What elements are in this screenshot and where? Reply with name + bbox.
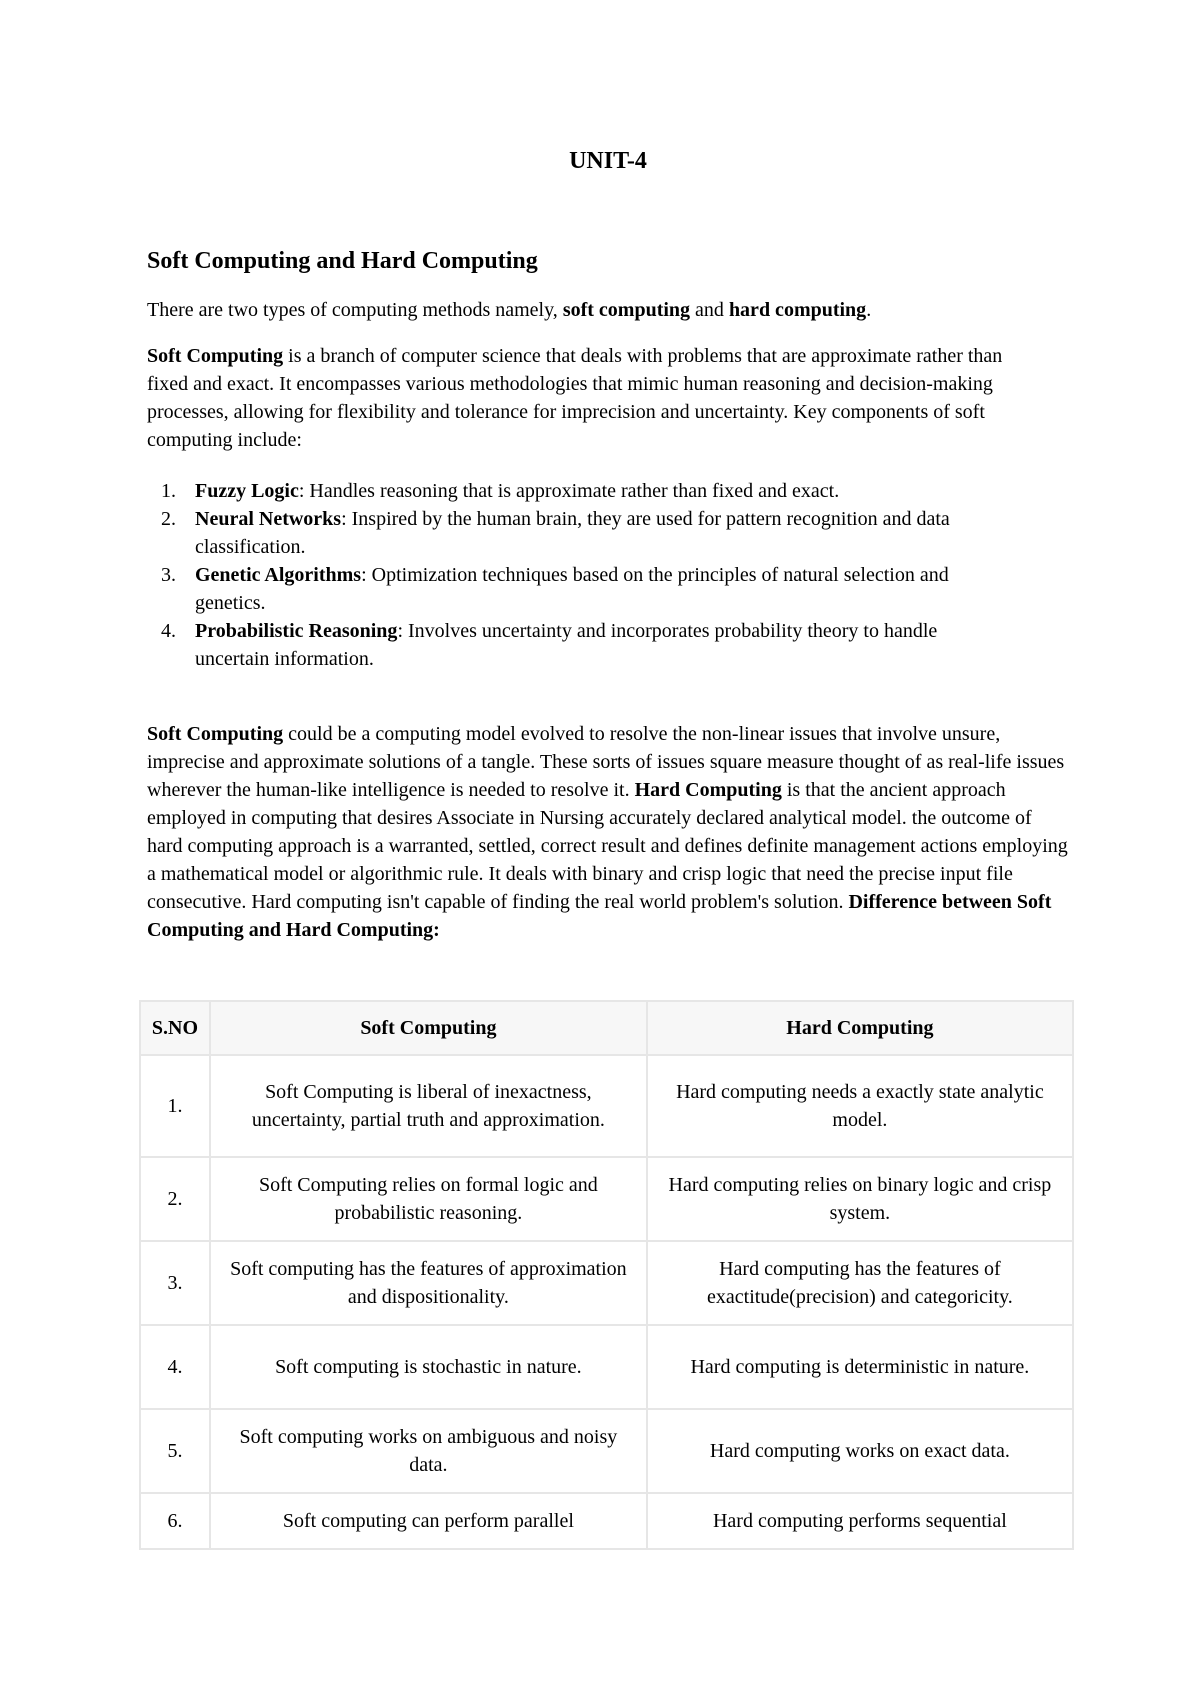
- table-row: [140, 1055, 1073, 1157]
- list-item: [147, 505, 985, 561]
- list-number: 2.: [161, 508, 176, 530]
- unit-title: UNIT-4: [569, 148, 647, 174]
- cell-hard: Hard computing has the features of exactitude(precision) and categoricity.: [647, 1241, 1073, 1325]
- comparison-hard-term: Hard Computing: [634, 779, 782, 801]
- cell-sno: 5.: [140, 1409, 210, 1493]
- cell-soft: Soft computing is stochastic in nature.: [210, 1325, 647, 1409]
- difference-table: [139, 1000, 1074, 1550]
- list-number: 3.: [161, 564, 176, 586]
- intro-text: .: [866, 299, 872, 321]
- list-item: [147, 477, 985, 505]
- list-term: Genetic Algorithms: [195, 564, 362, 586]
- table-row: [140, 1241, 1073, 1325]
- list-term: Fuzzy Logic: [195, 480, 299, 502]
- table-header-row: [140, 1001, 1073, 1055]
- list-term: Probabilistic Reasoning: [195, 620, 398, 642]
- section-heading: Soft Computing and Hard Computing: [147, 248, 538, 274]
- intro-text: There are two types of computing methods namely,: [147, 299, 563, 321]
- intro-paragraph: [147, 296, 1072, 324]
- list-desc: : Involves uncertainty and incorporates probability theory to handle uncertain information.: [195, 620, 938, 670]
- cell-hard: Hard computing works on exact data.: [647, 1409, 1073, 1493]
- table-row: [140, 1409, 1073, 1493]
- intro-hard-term: hard computing: [728, 299, 867, 321]
- intro-soft-term: soft computing: [562, 299, 691, 321]
- comparison-soft-term: Soft Computing: [147, 723, 284, 745]
- intro-text: and: [690, 299, 729, 321]
- cell-hard: Hard computing relies on binary logic and crisp system.: [647, 1157, 1073, 1241]
- list-number: 4.: [161, 620, 176, 642]
- cell-soft: Soft computing has the features of approximation and dispositionality.: [210, 1241, 647, 1325]
- cell-soft: Soft computing works on ambiguous and noisy data.: [210, 1409, 647, 1493]
- cell-soft: Soft computing can perform parallel: [210, 1493, 647, 1549]
- header-hard: Hard Computing: [647, 1001, 1073, 1055]
- cell-soft: Soft Computing relies on formal logic and probabilistic reasoning.: [210, 1157, 647, 1241]
- comparison-text: could be a computing model evolved to resolve the non-linear issues that involve unsure, imprecise and approximate solutions of a tangle. These sorts of issues square measure thought of as real-life issues wherever the human-like intelligence is needed to resolve it.: [147, 723, 1065, 801]
- cell-hard: Hard computing needs a exactly state analytic model.: [647, 1055, 1073, 1157]
- table-row: [140, 1157, 1073, 1241]
- table-row: [140, 1493, 1073, 1549]
- comparison-paragraph: [147, 720, 1072, 944]
- definition-paragraph: [147, 342, 1047, 454]
- difference-heading: Difference between Soft Computing and Hard Computing:: [147, 891, 1052, 941]
- list-desc: : Handles reasoning that is approximate rather than fixed and exact.: [298, 480, 840, 502]
- cell-sno: 3.: [140, 1241, 210, 1325]
- definition-text: is a branch of computer science that deals with problems that are approximate rather than fixed and exact. It encompasses various methodologies that mimic human reasoning and decision-making processes, allowing for flexibility and tolerance for imprecision and uncertainty. Key components of soft computing include:: [147, 345, 1003, 451]
- components-list: [147, 477, 1072, 673]
- list-desc: : Optimization techniques based on the principles of natural selection and genetics.: [195, 564, 949, 614]
- definition-term: Soft Computing: [147, 345, 284, 367]
- header-soft: Soft Computing: [210, 1001, 647, 1055]
- cell-sno: 2.: [140, 1157, 210, 1241]
- list-term: Neural Networks: [195, 508, 342, 530]
- header-sno: S.NO: [140, 1001, 210, 1055]
- cell-soft: Soft Computing is liberal of inexactness, uncertainty, partial truth and approximation.: [210, 1055, 647, 1157]
- cell-sno: 1.: [140, 1055, 210, 1157]
- table-row: [140, 1325, 1073, 1409]
- cell-hard: Hard computing performs sequential: [647, 1493, 1073, 1549]
- list-number: 1.: [161, 480, 176, 502]
- cell-hard: Hard computing is deterministic in nature.: [647, 1325, 1073, 1409]
- cell-sno: 6.: [140, 1493, 210, 1549]
- list-item: [147, 617, 985, 673]
- comparison-text: is that the ancient approach employed in computing that desires Associate in Nursing accurately declared analytical model. the outcome of hard computing approach is a warranted, settled, correct result and defines definite management actions employing a mathematical model or algorithmic rule. It deals with binary and crisp logic that need the precise input file consecutive. Hard computing isn't capable of finding the real world problem's solution.: [147, 779, 1068, 913]
- list-item: [147, 561, 985, 617]
- cell-sno: 4.: [140, 1325, 210, 1409]
- list-desc: : Inspired by the human brain, they are used for pattern recognition and data classification.: [195, 508, 950, 558]
